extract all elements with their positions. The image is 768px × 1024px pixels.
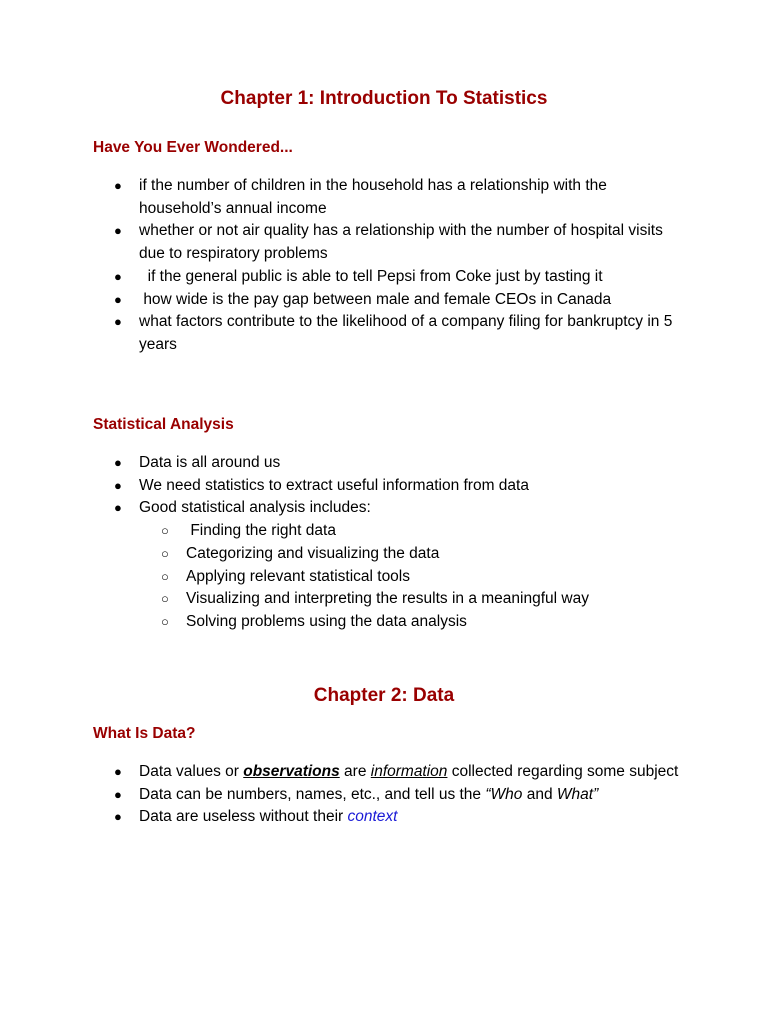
text-span: Data values or xyxy=(139,763,244,780)
sub-list-item-text: Solving problems using the data analysis xyxy=(186,612,467,630)
list-item-text: Good statistical analysis includes: xyxy=(139,499,371,517)
sub-list-item xyxy=(0,611,686,634)
list-item xyxy=(0,289,679,312)
sub-list-item-text: Visualizing and interpreting the results in a meaningful way xyxy=(186,590,589,608)
bullet-icon: ● xyxy=(114,314,122,330)
list-item-text: Data is all around us xyxy=(139,454,281,471)
bullet-icon: ● xyxy=(114,477,122,493)
bullet-icon: ● xyxy=(114,291,122,307)
sub-list-item xyxy=(0,543,686,566)
bullet-icon: ● xyxy=(114,268,122,284)
quote-close: ” xyxy=(593,785,599,803)
bullet-icon: ● xyxy=(114,223,122,239)
wondered-list xyxy=(0,175,768,357)
sub-list-item-text: Finding the right data xyxy=(186,522,336,540)
list-item xyxy=(0,175,679,220)
text-span: Data can be numbers, names, etc., and tell us the xyxy=(139,785,486,803)
hollow-bullet-icon: ○ xyxy=(161,545,169,561)
list-item-text: if the general public is able to tell Pepsi from Coke just by tasting it xyxy=(139,267,603,285)
text-span: and xyxy=(522,785,557,803)
hollow-bullet-icon: ○ xyxy=(161,591,169,607)
list-item xyxy=(0,475,679,498)
sub-list-item-text: Categorizing and visualizing the data xyxy=(186,544,440,562)
list-item-text: We need statistics to extract useful information from data xyxy=(139,476,529,494)
text-span: are xyxy=(339,763,371,780)
quote-open: “ xyxy=(485,785,491,803)
bullet-icon: ● xyxy=(114,500,122,516)
hollow-bullet-icon: ○ xyxy=(161,523,169,539)
who-term: Who xyxy=(490,785,523,803)
sub-list-item xyxy=(0,520,686,543)
wondered-heading: Have You Ever Wondered... xyxy=(93,139,293,156)
chapter-1-title: Chapter 1: Introduction To Statistics xyxy=(220,88,548,109)
sub-list-item xyxy=(0,588,686,611)
list-item-text: whether or not air quality has a relationship with the number of hospital visits due to respiratory problems xyxy=(139,222,663,263)
list-item-text: if the number of children in the household has a relationship with the household’s annual income xyxy=(139,177,607,217)
context-link[interactable]: context xyxy=(347,808,398,826)
sub-list-item xyxy=(0,566,686,589)
bullet-icon: ● xyxy=(114,786,122,802)
hollow-bullet-icon: ○ xyxy=(161,613,169,629)
list-item-text: how wide is the pay gap between male and female CEOs in Canada xyxy=(139,290,612,308)
text-span: Data are useless without their xyxy=(139,808,348,826)
list-item xyxy=(0,784,679,807)
text-span: collected regarding some subject xyxy=(447,763,679,780)
data-list xyxy=(0,761,768,829)
analysis-list xyxy=(0,452,768,634)
observations-term: observations xyxy=(243,763,340,780)
bullet-icon: ● xyxy=(114,809,122,825)
list-item xyxy=(0,266,679,289)
list-item xyxy=(0,761,679,784)
sub-list-item-text: Applying relevant statistical tools xyxy=(186,567,411,585)
what-term: What xyxy=(556,785,594,803)
list-item-text: what factors contribute to the likelihood of a company filing for bankruptcy in 5 years xyxy=(139,313,673,353)
bullet-icon: ● xyxy=(114,764,122,779)
what-is-data-heading: What Is Data? xyxy=(93,725,196,742)
list-item xyxy=(0,452,679,475)
list-item xyxy=(0,220,679,265)
hollow-bullet-icon: ○ xyxy=(161,568,169,584)
list-item xyxy=(0,497,679,520)
bullet-icon: ● xyxy=(114,455,122,470)
bullet-icon: ● xyxy=(114,178,122,193)
list-item xyxy=(0,806,679,829)
information-term: information xyxy=(370,763,448,780)
statistical-analysis-heading: Statistical Analysis xyxy=(93,416,234,433)
chapter-2-title: Chapter 2: Data xyxy=(313,685,455,706)
list-item xyxy=(0,311,679,356)
